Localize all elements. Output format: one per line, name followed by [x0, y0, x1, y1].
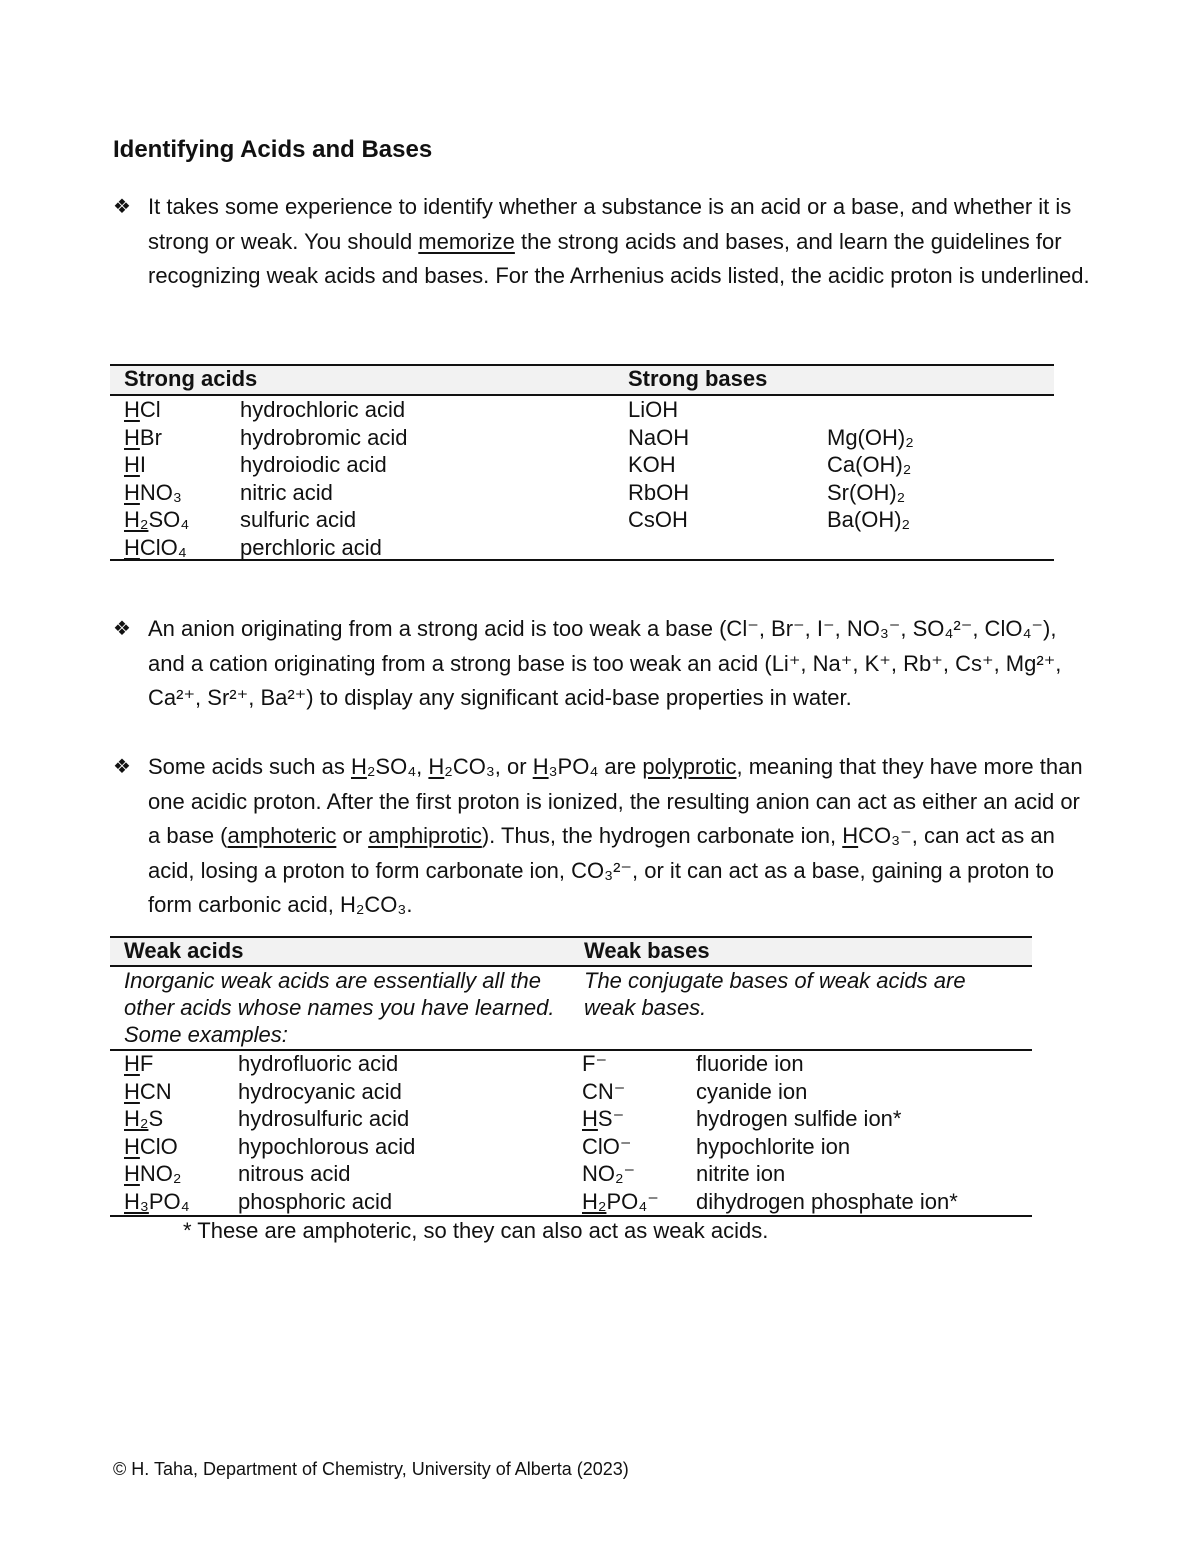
table-bottom-rule	[110, 559, 1054, 561]
strong-base: Sr(OH)₂	[827, 479, 906, 505]
acid-formula	[124, 506, 189, 534]
formula-rest: PO₄⁻	[606, 1188, 659, 1214]
formula-rest: ClO⁻	[582, 1133, 632, 1159]
strong-acids-bases-table	[110, 364, 1054, 564]
acidic-proton: H	[124, 534, 140, 560]
formula-rest: PO₄	[148, 1188, 190, 1214]
memorize-emphasis: memorize	[418, 228, 515, 254]
formula-rest: SO₄	[148, 507, 190, 532]
acidic-proton: H	[124, 1133, 140, 1159]
acidic-proton: H	[124, 1051, 140, 1076]
strong-base: Ba(OH)₂	[827, 507, 911, 532]
formula-rest: F	[139, 1051, 154, 1076]
table-bottom-rule	[110, 1215, 1032, 1217]
page-title: Identifying Acids and Bases	[113, 136, 433, 163]
formula-rest: NO₃	[139, 479, 182, 505]
strong-base: Mg(OH)₂	[827, 424, 914, 450]
acid-name: hydroiodic acid	[240, 452, 387, 477]
weak-base-formula	[582, 1105, 624, 1133]
acid-name: perchloric acid	[240, 534, 382, 560]
formula-rest: CN	[139, 1078, 172, 1104]
strong-base: Ca(OH)₂	[827, 452, 912, 477]
acid-formula	[124, 479, 182, 507]
acidic-proton: H₃	[124, 1188, 149, 1214]
weak-acid-name: hypochlorous acid	[238, 1133, 416, 1159]
amphoteric-footnote: * These are amphoteric, so they can also act as weak acids.	[183, 1218, 769, 1243]
formula-rest: Br	[139, 424, 162, 450]
formula-rest: Cl	[139, 397, 161, 422]
diamond-bullet-icon: ❖	[113, 196, 131, 218]
weak-acid-formula	[124, 1188, 190, 1216]
weak-base-formula	[582, 1188, 659, 1216]
acidic-proton: H₂	[582, 1188, 607, 1214]
weak-base-formula	[582, 1160, 635, 1188]
weak-bases-description: The conjugate bases of weak acids are weak bases.	[584, 968, 966, 1020]
polyprotic-term: polyprotic	[642, 754, 737, 779]
formula-rest: CN⁻	[582, 1078, 626, 1104]
acidic-proton: H	[582, 1106, 598, 1131]
acidic-proton: H₂	[124, 507, 149, 532]
weak-base-formula	[582, 1133, 632, 1161]
acid-formula	[124, 534, 187, 562]
acidic-proton: H	[124, 479, 140, 505]
acid-formula	[124, 396, 161, 424]
weak-acid-formula	[124, 1160, 181, 1188]
weak-base-name: dihydrogen phosphate ion*	[696, 1188, 958, 1214]
weak-base-name: nitrite ion	[696, 1161, 786, 1186]
weak-acid-name: hydrofluoric acid	[238, 1051, 399, 1076]
weak-acid-name: nitrous acid	[238, 1161, 351, 1186]
copyright-footer: © H. Taha, Department of Chemistry, University of Alberta (2023)	[113, 1459, 629, 1479]
formula-rest: F⁻	[582, 1051, 608, 1076]
weak-base-name: hydrogen sulfide ion*	[696, 1106, 902, 1131]
weak-acid-name: phosphoric acid	[238, 1188, 393, 1214]
acidic-proton: H₂	[124, 1106, 149, 1131]
formula-rest: S⁻	[597, 1106, 625, 1131]
weak-base-formula	[582, 1078, 625, 1106]
weak-acid-formula	[124, 1050, 153, 1078]
strong-bases-header: Strong bases	[628, 366, 768, 391]
acid-formula	[124, 451, 146, 479]
strong-base: LiOH	[628, 397, 679, 422]
weak-acid-formula	[124, 1078, 172, 1106]
strong-base: NaOH	[628, 424, 690, 450]
intro-text: It takes some experience to identify whether a substance is an acid or a base, and whether it is strong or weak. You should memorize the strong acids and bases, and learn the guidelines for recognizing weak acids and bases. For the Arrhenius acids listed, the acidic proton is underlined.	[148, 194, 1090, 288]
weak-acid-name: hydrocyanic acid	[238, 1078, 402, 1104]
weak-acids-bases-table	[110, 936, 1032, 1226]
acidic-proton: H	[124, 452, 140, 477]
strong-acids-header: Strong acids	[124, 366, 258, 391]
acid-formula	[124, 424, 162, 452]
formula-rest: I	[139, 452, 147, 477]
weak-acid-formula	[124, 1105, 163, 1133]
formula-rest: S	[148, 1106, 164, 1131]
table-top-rule	[110, 936, 1032, 938]
acidic-proton: H	[124, 1161, 140, 1186]
diamond-bullet-icon: ❖	[113, 756, 131, 778]
formula-rest: ClO₄	[139, 534, 187, 560]
formula-rest: ClO	[139, 1133, 178, 1159]
strong-base: KOH	[628, 452, 676, 477]
diamond-bullet-icon: ❖	[113, 618, 131, 640]
amphiprotic-term: amphiprotic	[368, 823, 482, 848]
weak-base-formula	[582, 1050, 607, 1078]
acid-name: hydrochloric acid	[240, 397, 406, 422]
acidic-proton: H	[124, 1078, 140, 1104]
acid-name: hydrobromic acid	[240, 424, 408, 450]
weak-acid-formula	[124, 1133, 178, 1161]
weak-base-name: cyanide ion	[696, 1078, 808, 1104]
weak-bases-header: Weak bases	[584, 938, 710, 963]
weak-base-name: fluoride ion	[696, 1051, 804, 1076]
acid-name: sulfuric acid	[240, 507, 357, 532]
polyprotic-text: Some acids such as H₂SO₄, H₂CO₃, or H₃PO₄ are polyprotic, meaning that they have more than one acidic proton. After the first proton is ionized, the resulting anion can act as either an acid or a base (amphoteric or amphiprotic). Thus, the hydrogen carbonate ion, HCO₃⁻, can act as an acid, losing a proton to form carbonate ion, CO₃²⁻, or it can act as a base, gaining a proton to form carbonic acid, H₂CO₃.	[148, 754, 1083, 917]
weak-acids-header: Weak acids	[124, 938, 244, 963]
weak-acids-description: Inorganic weak acids are essentially all the other acids whose names you have learned. Some examples:	[124, 968, 555, 1047]
acid-name: nitric acid	[240, 479, 333, 505]
strong-base: CsOH	[628, 507, 688, 532]
weak-base-name: hypochlorite ion	[696, 1133, 851, 1159]
strong-base: RbOH	[628, 479, 690, 505]
table-header-bg	[110, 938, 1032, 966]
weak-acid-name: hydrosulfuric acid	[238, 1106, 410, 1131]
anion-cation-text: An anion originating from a strong acid is too weak a base (Cl⁻, Br⁻, I⁻, NO₃⁻, SO₄²⁻, ClO₄⁻), and a cation originating from a strong base is too weak an acid (Li⁺, Na⁺, K⁺, Rb⁺, Cs⁺, Mg²⁺, Ca²⁺, Sr²⁺, Ba²⁺) to display any significant acid-base properties in water.	[148, 616, 1062, 710]
acidic-proton: H	[124, 397, 140, 422]
amphoteric-term: amphoteric	[227, 823, 337, 848]
formula-rest: NO₂⁻	[582, 1161, 636, 1186]
formula-rest: NO₂	[139, 1161, 182, 1186]
acidic-proton: H	[124, 424, 140, 450]
